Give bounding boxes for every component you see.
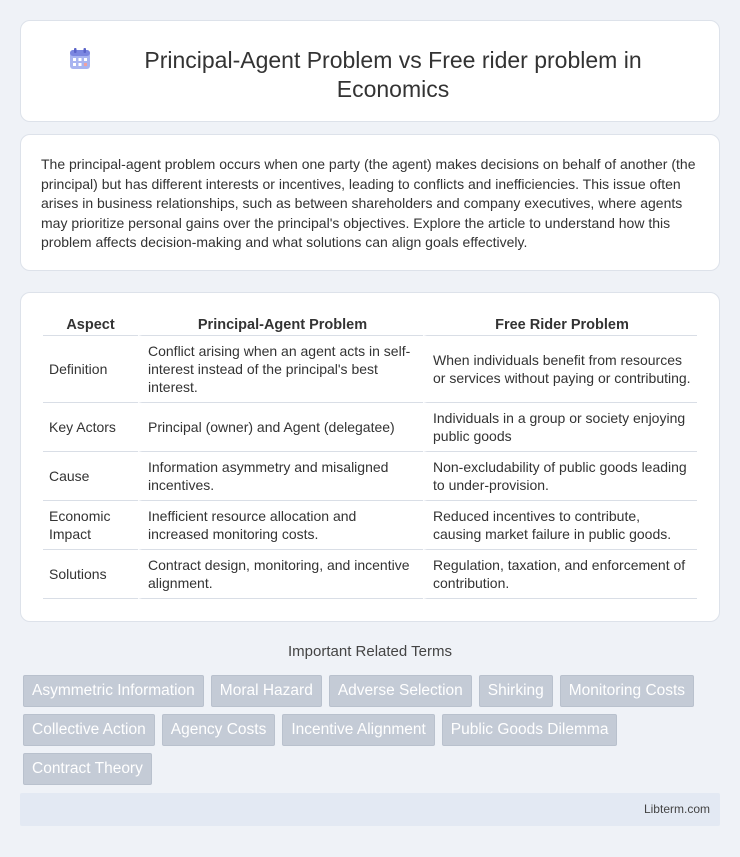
row-free-rider: Reduced incentives to contribute, causing market failure in public goods. [423, 501, 697, 550]
related-terms-title: Important Related Terms [288, 643, 452, 660]
header-aspect: Aspect [43, 313, 138, 336]
row-principal-agent: Inefficient resource allocation and increased monitoring costs. [138, 501, 423, 550]
header-principal-agent: Principal-Agent Problem [138, 313, 423, 336]
tag-adverse-selection[interactable]: Adverse Selection [329, 675, 472, 707]
tag-collective-action[interactable]: Collective Action [23, 714, 155, 746]
table-row [43, 501, 697, 550]
tag-public-goods-dilemma[interactable]: Public Goods Dilemma [442, 714, 618, 746]
tag-agency-costs[interactable]: Agency Costs [162, 714, 276, 746]
row-principal-agent: Principal (owner) and Agent (delegatee) [138, 403, 423, 452]
row-free-rider: Non-excludability of public goods leading to under-provision. [423, 452, 697, 501]
row-principal-agent: Information asymmetry and misaligned incentives. [138, 452, 423, 501]
footer-site-link[interactable]: Libterm.com [643, 802, 710, 816]
comparison-table-card [20, 292, 720, 622]
intro-paragraph: The principal-agent problem occurs when one party (the agent) makes decisions on behalf of another (the principal) but has different interests or incentives, leading to conflicts and inefficiencies. This issue often arises in business relationships, such as between shareholders and company executives, where agents may prioritize personal gains over the principal's objectives. Explore the article to understand how this problem affects decision-making and what solutions can align goals effectively. [41, 156, 696, 250]
calendar-icon [67, 46, 93, 72]
tag-incentive-alignment[interactable]: Incentive Alignment [282, 714, 434, 746]
row-principal-agent: Conflict arising when an agent acts in self-interest instead of the principal's best interest. [138, 336, 423, 403]
tag-monitoring-costs[interactable]: Monitoring Costs [560, 675, 694, 707]
footer [20, 793, 720, 826]
intro-card [20, 134, 720, 271]
table-row [43, 336, 697, 403]
page-title: Principal-Agent Problem vs Free rider problem in Economics [144, 47, 642, 102]
tag-moral-hazard[interactable]: Moral Hazard [211, 675, 322, 707]
row-free-rider: Individuals in a group or society enjoying public goods [423, 403, 697, 452]
table-header-row [43, 313, 697, 336]
tag-shirking[interactable]: Shirking [479, 675, 553, 707]
comparison-table [43, 313, 697, 599]
row-aspect: Solutions [43, 550, 138, 599]
tag-asymmetric-information[interactable]: Asymmetric Information [23, 675, 204, 707]
row-principal-agent: Contract design, monitoring, and incentive alignment. [138, 550, 423, 599]
header-free-rider: Free Rider Problem [423, 313, 697, 336]
row-aspect: Economic Impact [43, 501, 138, 550]
row-aspect: Cause [43, 452, 138, 501]
table-row [43, 452, 697, 501]
table-row [43, 403, 697, 452]
table-row [43, 550, 697, 599]
row-free-rider: Regulation, taxation, and enforcement of contribution. [423, 550, 697, 599]
tag-contract-theory[interactable]: Contract Theory [23, 753, 152, 785]
row-aspect: Definition [43, 336, 138, 403]
related-terms-list [23, 675, 723, 785]
row-free-rider: When individuals benefit from resources or services without paying or contributing. [423, 336, 697, 403]
title-card [20, 20, 720, 122]
row-aspect: Key Actors [43, 403, 138, 452]
